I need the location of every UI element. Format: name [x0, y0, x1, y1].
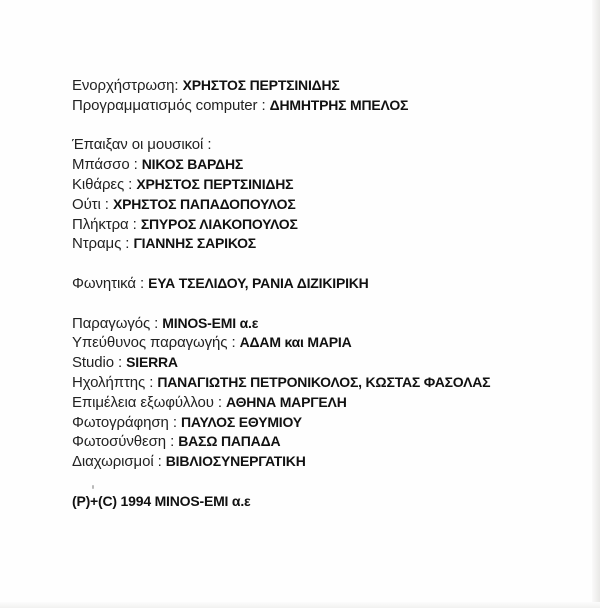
credit-role: Ντραμς :	[72, 235, 134, 253]
credit-name: ΝΙΚΟΣ ΒΑΡΔΗΣ	[141, 156, 244, 173]
credit-role: Ενορχήστρωση:	[72, 77, 183, 94]
spacer	[72, 294, 592, 314]
copyright-line	[72, 492, 592, 512]
credit-role: Πλήκτρα :	[72, 215, 141, 233]
credit-name: ΠΑΥΛΟΣ ΕΘΥΜΙΟΥ	[181, 413, 302, 430]
credit-musician-guitars	[72, 175, 592, 195]
credit-musician-oud	[72, 195, 592, 215]
credit-role: Διαχωρισμοί :	[72, 453, 166, 471]
copyright-text: (P)+(C) 1994 MINOS-EMI α.ε	[72, 492, 251, 509]
credit-sound-engineer	[72, 373, 592, 393]
paper-edge-right	[592, 0, 600, 608]
credit-cover-design	[72, 393, 592, 413]
credit-name: ΧΡΗΣΤΟΣ ΠΕΡΤΣΙΝΙΔΗΣ	[182, 77, 340, 93]
credit-role: Επιμέλεια εξωφύλλου :	[72, 393, 227, 411]
credit-production-manager	[72, 333, 592, 353]
credit-typesetting	[72, 432, 592, 452]
credit-name: ΣΠΥΡΟΣ ΛΙΑΚΟΠΟΥΛΟΣ	[140, 215, 298, 232]
credit-role: Υπεύθυνος παραγωγής :	[72, 334, 240, 352]
credit-photography	[72, 413, 592, 433]
credit-producer	[72, 314, 592, 334]
credit-vocals	[72, 274, 592, 294]
credit-role: Φωτοσύνθεση :	[72, 433, 179, 451]
musicians-heading	[72, 135, 592, 155]
paper-edge-bottom	[0, 602, 600, 608]
credit-name: ΒΑΣΩ ΠΑΠΑΔΑ	[178, 433, 281, 450]
credit-name: ΔΗΜΗΤΡΗΣ ΜΠΕΛΟΣ	[269, 96, 409, 113]
credit-name: MINOS-EMI α.ε	[162, 314, 259, 331]
credit-name: ΧΡΗΣΤΟΣ ΠΑΠΑΔΟΠΟΥΛΟΣ	[112, 195, 296, 212]
credit-role: Μπάσσο :	[72, 156, 142, 174]
credit-name: ΒΙΒΛΙΟΣΥΝΕΡΓΑΤΙΚΗ	[165, 453, 306, 470]
credits-block	[72, 76, 592, 512]
credit-role: Φωνητικά :	[72, 274, 149, 292]
credit-name: ΠΑΝΑΓΙΩΤΗΣ ΠΕΤΡΟΝΙΚΟΛΟΣ, ΚΩΣΤΑΣ ΦΑΣΟΛΑΣ	[157, 373, 491, 390]
credit-name: ΧΡΗΣΤΟΣ ΠΕΡΤΣΙΝΙΔΗΣ	[136, 175, 294, 192]
credit-name: ΕΥΑ ΤΣΕΛΙΔΟΥ, ΡΑΝΙΑ ΔΙΖΙΚΙΡΙΚΗ	[148, 274, 369, 291]
credit-role: Studio :	[72, 354, 127, 372]
credit-role: Ούτι :	[72, 195, 113, 213]
credit-name: SIERRA	[126, 354, 178, 371]
credit-name: ΑΔΑΜ και ΜΑΡΙΑ	[239, 334, 352, 351]
section-heading: Έπαιξαν οι μουσικοί :	[72, 136, 212, 154]
credit-musician-bass	[72, 155, 592, 175]
spacer	[72, 472, 592, 492]
credit-separations	[72, 452, 592, 472]
credit-role: Προγραμματισμός computer :	[72, 96, 270, 114]
credit-musician-keys	[72, 215, 592, 235]
credit-orchestration	[72, 76, 592, 96]
spacer	[72, 254, 592, 274]
credit-role: Φωτογράφηση :	[72, 413, 181, 431]
credit-programming	[72, 96, 592, 116]
credit-name: ΑΘΗΝΑ ΜΑΡΓΕΛΗ	[226, 393, 347, 410]
credit-role: Παραγωγός :	[72, 314, 163, 332]
spacer	[72, 116, 592, 136]
credit-role: Ηχολήπτης :	[72, 373, 158, 391]
credit-studio	[72, 353, 592, 373]
credit-role: Κιθάρες :	[72, 175, 137, 193]
credit-name: ΓΙΑΝΝΗΣ ΣΑΡΙΚΟΣ	[133, 235, 256, 252]
credit-musician-drums	[72, 234, 592, 254]
